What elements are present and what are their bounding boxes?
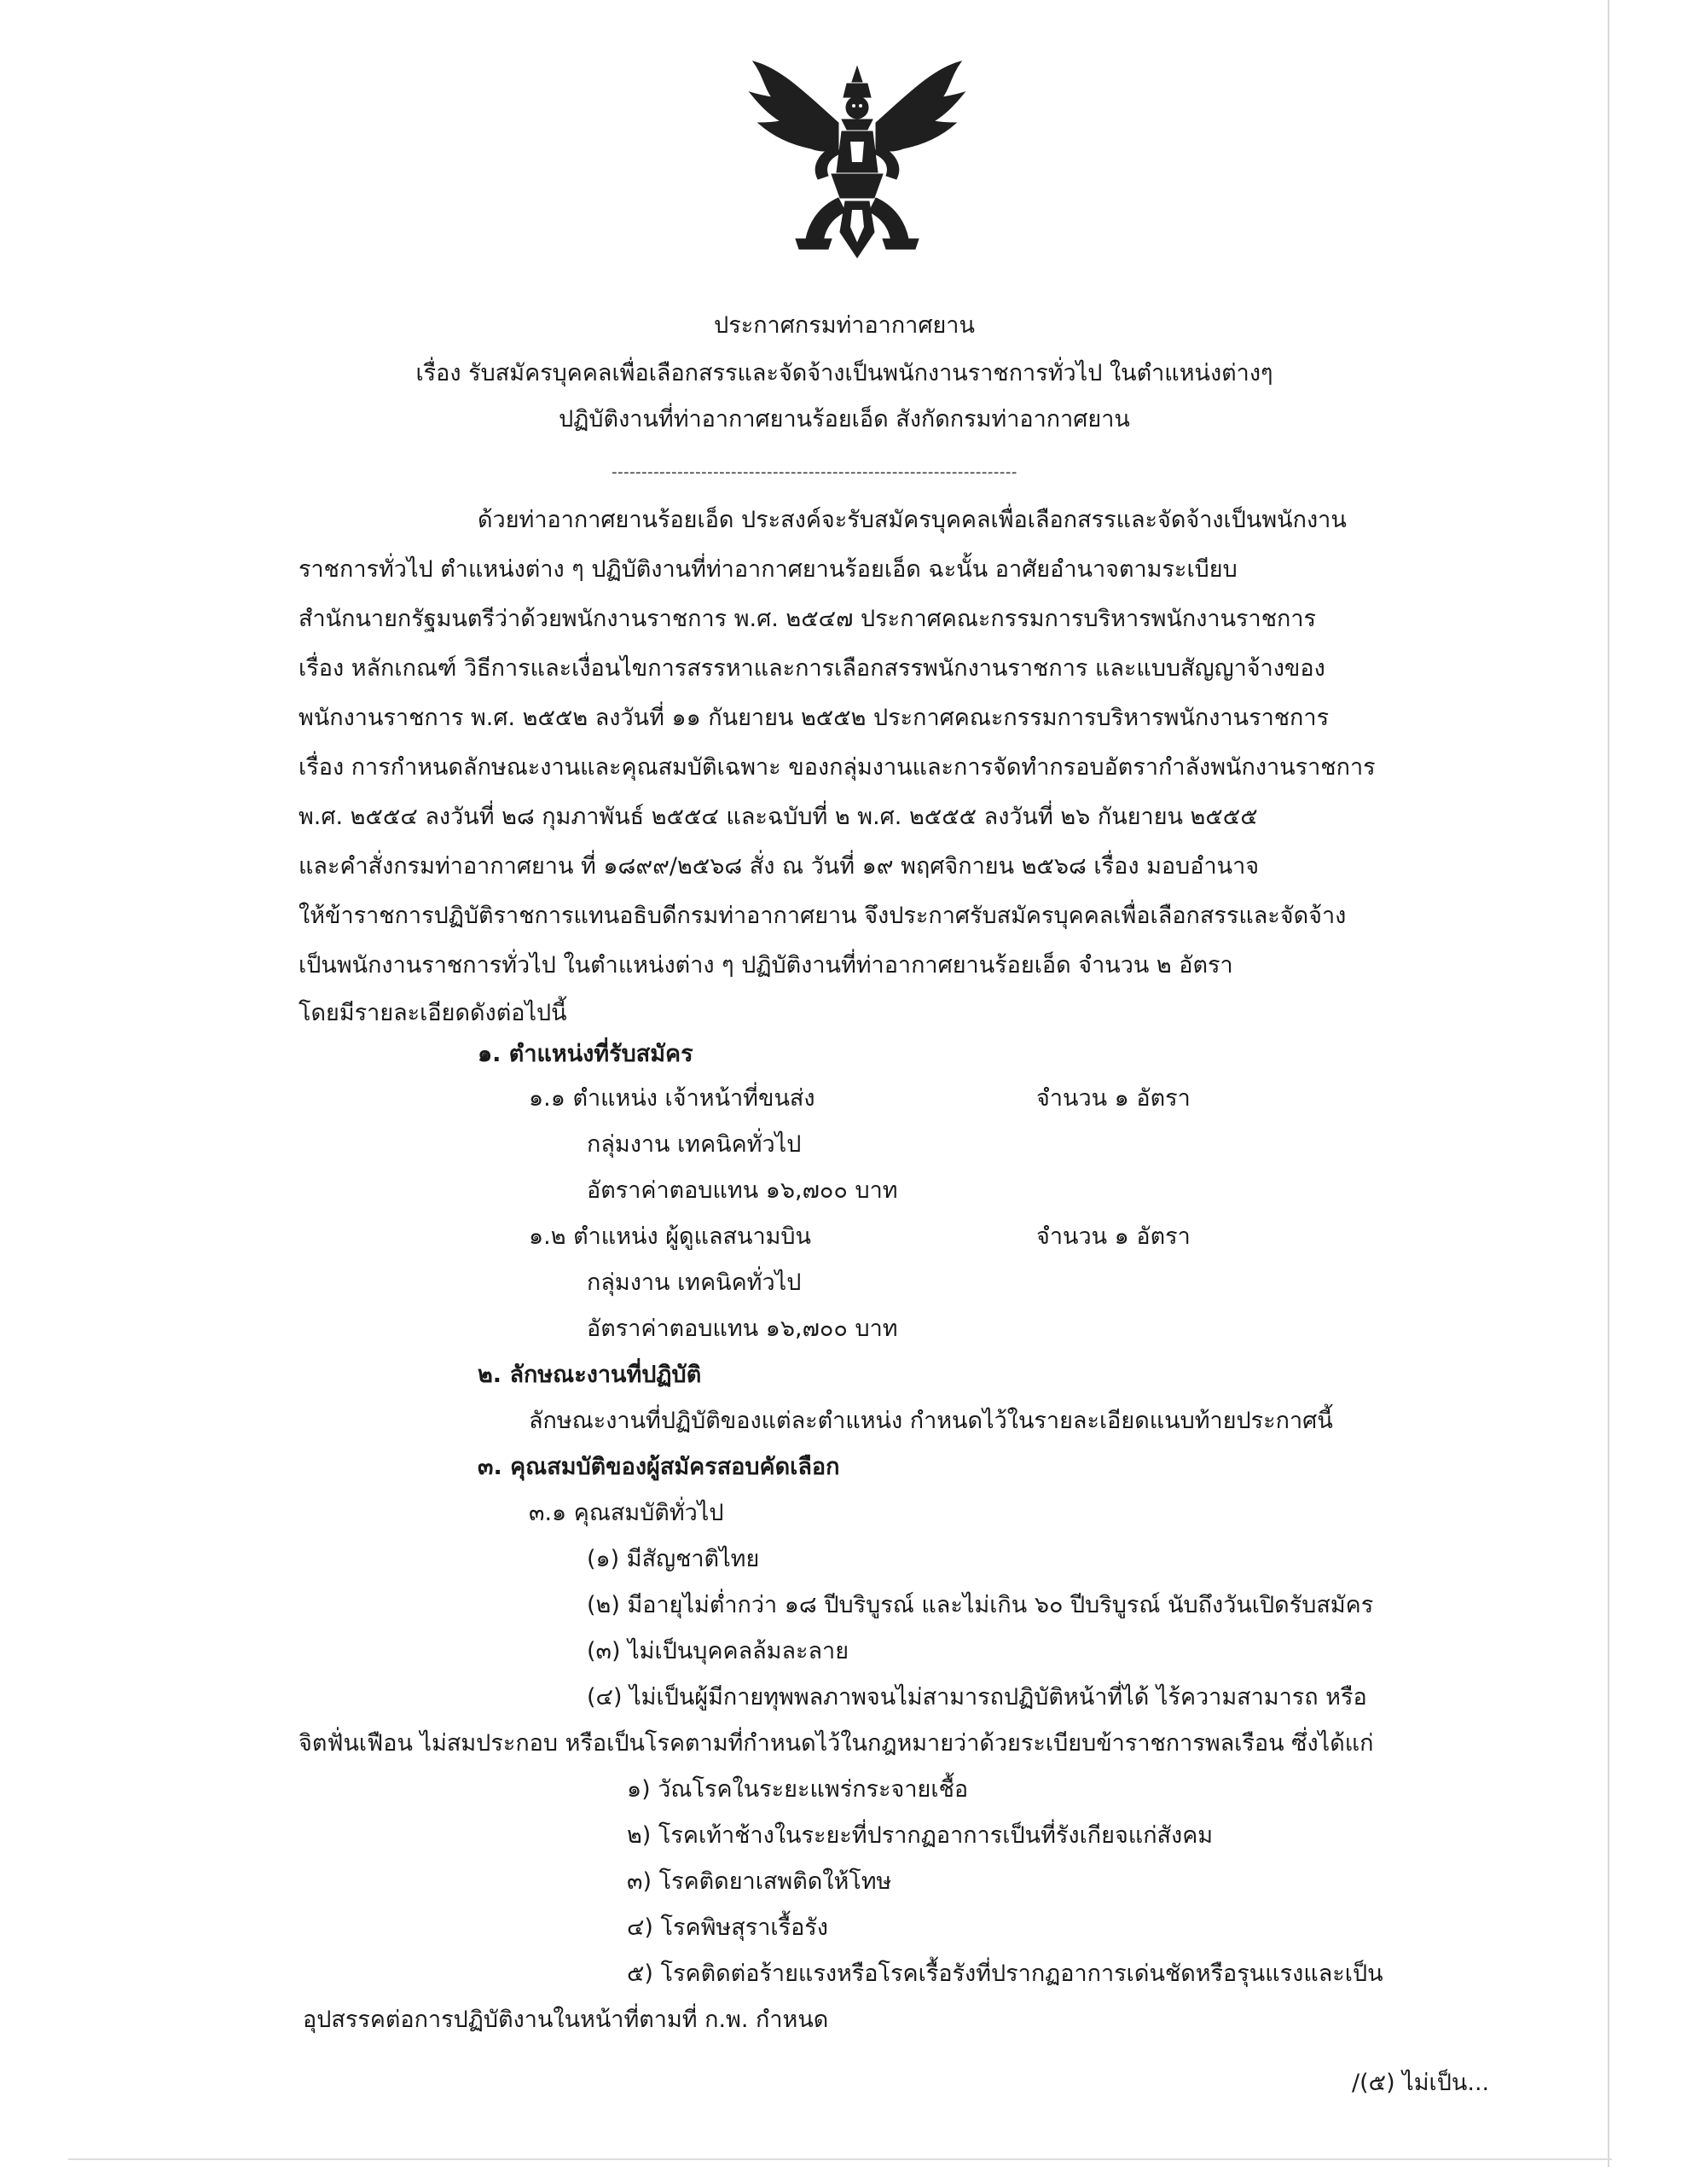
intro-line-3: สำนักนายกรัฐมนตรีว่าด้วยพนักงานราชการ พ.ศ. ๒๕๔๗ ประกาศคณะกรรมการบริหารพนักงานราชการ xyxy=(299,606,1317,632)
disease-1: ๑) วัณโรคในระยะแพร่กระจายเชื้อ xyxy=(627,1776,969,1803)
position-1-count: จำนวน ๑ อัตรา xyxy=(1036,1085,1191,1112)
position-2-title: ๑.๒ ตำแหน่ง ผู้ดูแลสนามบิน xyxy=(529,1223,812,1250)
position-1-group: กลุ่มงาน เทคนิคทั่วไป xyxy=(587,1131,802,1158)
disease-5-line-1: ๕) โรคติดต่อร้ายแรงหรือโรคเรื้อรังที่ปรากฏอาการเด่นชัดหรือรุนแรงและเป็น xyxy=(627,1960,1383,1987)
intro-line-5: พนักงานราชการ พ.ศ. ๒๕๕๒ ลงวันที่ ๑๑ กันยายน ๒๕๕๒ ประกาศคณะกรรมการบริหารพนักงานราชการ xyxy=(299,705,1330,731)
qualification-2: (๒) มีอายุไม่ต่ำกว่า ๑๘ ปีบริบูรณ์ และไม่เกิน ๖๐ ปีบริบูรณ์ นับถึงวันเปิดรับสมัคร xyxy=(587,1592,1374,1618)
disease-3: ๓) โรคติดยาเสพติดให้โทษ xyxy=(627,1868,892,1895)
document-title: ประกาศกรมท่าอากาศยาน xyxy=(714,312,975,339)
qualification-3: (๓) ไม่เป็นบุคคลล้มละลาย xyxy=(587,1638,849,1664)
garuda-emblem-icon xyxy=(746,60,968,264)
scan-edge-right xyxy=(1608,0,1609,2167)
intro-line-10: เป็นพนักงานราชการทั่วไป ในตำแหน่งต่าง ๆ ปฏิบัติงานที่ท่าอากาศยานร้อยเอ็ด จำนวน ๒ อัตรา xyxy=(299,952,1233,979)
section-3-subheading: ๓.๑ คุณสมบัติทั่วไป xyxy=(529,1500,724,1526)
disease-2: ๒) โรคเท้าช้างในระยะที่ปรากฏอาการเป็นที่รังเกียจแก่สังคม xyxy=(627,1822,1214,1849)
intro-line-1: ด้วยท่าอากาศยานร้อยเอ็ด ประสงค์จะรับสมัครบุคคลเพื่อเลือกสรรและจัดจ้างเป็นพนักงาน xyxy=(478,507,1347,533)
position-2-count: จำนวน ๑ อัตรา xyxy=(1036,1223,1191,1250)
intro-line-8: และคำสั่งกรมท่าอากาศยาน ที่ ๑๘๙๙/๒๕๖๘ สั่ง ณ วันที่ ๑๙ พฤศจิกายน ๒๕๖๘ เรื่อง มอบอำนาจ xyxy=(299,853,1260,880)
subject-line-1: เรื่อง รับสมัครบุคคลเพื่อเลือกสรรและจัดจ้างเป็นพนักงานราชการทั่วไป ในตำแหน่งต่างๆ xyxy=(415,360,1273,386)
qualification-4-line-2: จิตฟั่นเฟือน ไม่สมประกอบ หรือเป็นโรคตามที่กำหนดไว้ในกฎหมายว่าด้วยระเบียบข้าราชการพลเรือน ซึ่งได้แก่ xyxy=(299,1730,1374,1757)
position-1-salary: อัตราค่าตอบแทน ๑๖,๗๐๐ บาท xyxy=(587,1177,898,1204)
intro-line-11: โดยมีรายละเอียดดังต่อไปนี้ xyxy=(299,1000,567,1026)
section-2-text: ลักษณะงานที่ปฏิบัติของแต่ละตำแหน่ง กำหนดไว้ในรายละเอียดแนบท้ายประกาศนี้ xyxy=(529,1408,1333,1434)
intro-line-9: ให้ข้าราชการปฏิบัติราชการแทนอธิบดีกรมท่าอากาศยาน จึงประกาศรับสมัครบุคคลเพื่อเลือกสรรและจัดจ้าง xyxy=(299,903,1347,929)
position-1-title: ๑.๑ ตำแหน่ง เจ้าหน้าที่ขนส่ง xyxy=(529,1085,815,1112)
position-2-group: กลุ่มงาน เทคนิคทั่วไป xyxy=(587,1269,802,1296)
intro-line-7: พ.ศ. ๒๕๕๔ ลงวันที่ ๒๘ กุมภาพันธ์ ๒๕๕๔ และฉบับที่ ๒ พ.ศ. ๒๕๕๕ ลงวันที่ ๒๖ กันยายน ๒๕๕๕ xyxy=(299,804,1258,830)
subject-line-2: ปฏิบัติงานที่ท่าอากาศยานร้อยเอ็ด สังกัดกรมท่าอากาศยาน xyxy=(559,406,1130,433)
section-3-heading: ๓. คุณสมบัติของผู้สมัครสอบคัดเลือก xyxy=(478,1454,840,1480)
section-1-heading: ๑. ตำแหน่งที่รับสมัคร xyxy=(478,1041,693,1067)
position-2-salary: อัตราค่าตอบแทน ๑๖,๗๐๐ บาท xyxy=(587,1316,898,1342)
intro-line-2: ราชการทั่วไป ตำแหน่งต่าง ๆ ปฏิบัติงานที่ท่าอากาศยานร้อยเอ็ด ฉะนั้น อาศัยอำนาจตามระเบียบ xyxy=(299,556,1238,583)
header-separator: -------------------------------------------------------------------- xyxy=(612,463,1017,481)
disease-5-line-2: อุปสรรคต่อการปฏิบัติงานในหน้าที่ตามที่ ก.พ. กำหนด xyxy=(303,2007,829,2033)
qualification-4-line-1: (๔) ไม่เป็นผู้มีกายทุพพลภาพจนไม่สามารถปฏิบัติหน้าที่ได้ ไร้ความสามารถ หรือ xyxy=(587,1684,1367,1711)
continuation-note: /(๕) ไม่เป็น... xyxy=(1352,2070,1490,2096)
intro-line-4: เรื่อง หลักเกณฑ์ วิธีการและเงื่อนไขการสรรหาและการเลือกสรรพนักงานราชการ และแบบสัญญาจ้างของ xyxy=(299,655,1325,682)
intro-line-6: เรื่อง การกำหนดลักษณะงานและคุณสมบัติเฉพาะ ของกลุ่มงานและการจัดทำกรอบอัตรากำลังพนักงานราชการ xyxy=(299,754,1376,781)
disease-4: ๔) โรคพิษสุราเรื้อรัง xyxy=(627,1914,828,1941)
section-2-heading: ๒. ลักษณะงานที่ปฏิบัติ xyxy=(478,1362,702,1388)
scan-edge-bottom xyxy=(68,2158,1612,2160)
qualification-1: (๑) มีสัญชาติไทย xyxy=(587,1546,760,1572)
